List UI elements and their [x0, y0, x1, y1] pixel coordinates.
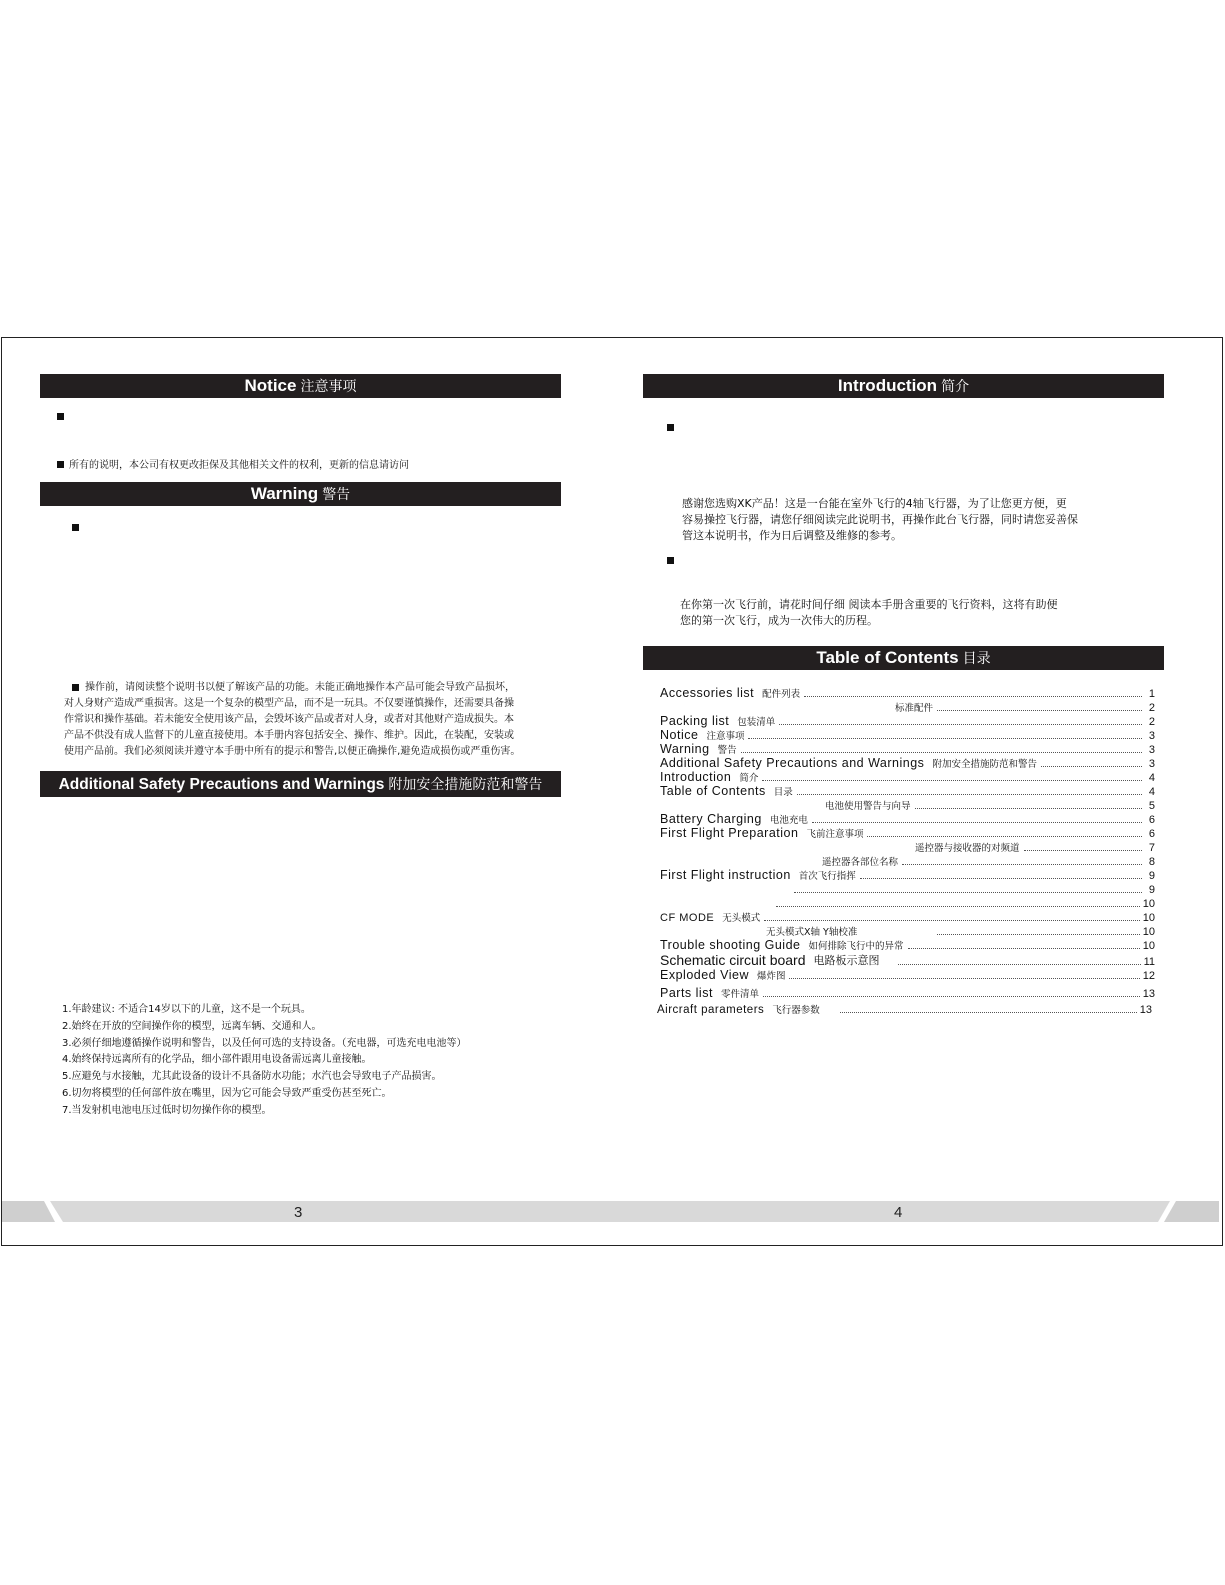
- toc-entry-title: Accessories list: [660, 686, 755, 700]
- toc-entry-title: Packing list: [660, 714, 730, 728]
- toc-entry-title-cn: 电池使用警告与向导: [825, 801, 911, 812]
- toc-entry-title-cn: 电池充电: [769, 815, 808, 826]
- toc-leader: [804, 696, 1142, 697]
- toc-page-number: 10: [1142, 912, 1155, 924]
- toc-entry-title: Table of Contents: [660, 784, 766, 798]
- toc-entry-title: Trouble shooting Guide: [660, 938, 801, 952]
- toc-page-number: 8: [1148, 856, 1155, 868]
- toc-page-number: 2: [1148, 716, 1155, 728]
- toc-entry-title-cn: 注意事项: [706, 731, 745, 742]
- toc-entry-title-cn: 零件清单: [720, 989, 759, 1000]
- bullet-square-icon: [72, 524, 79, 531]
- toc-entry[interactable]: [660, 952, 1155, 968]
- toc-leader: [762, 780, 1142, 781]
- toc-leader: [867, 836, 1142, 837]
- toc-leader: [794, 892, 1142, 893]
- toc-page-number: 4: [1148, 786, 1155, 798]
- toc-leader: [763, 996, 1140, 997]
- toc-entry-title-cn: 简介: [739, 773, 759, 784]
- toc-entry[interactable]: [660, 868, 1155, 882]
- toc-leader: [776, 906, 1140, 907]
- toc-entry-title: Schematic circuit board: [660, 952, 806, 968]
- toc-leader: [902, 864, 1142, 865]
- bullet-square-icon: [57, 413, 64, 420]
- toc-leader: [1041, 766, 1142, 767]
- toc-page-number: 1: [1148, 688, 1155, 700]
- toc-entry-title-cn: 飞前注意事项: [806, 829, 864, 840]
- toc-leader: [797, 794, 1142, 795]
- toc-entry-title-cn: 如何排除飞行中的异常: [808, 941, 904, 952]
- toc-page-number: 13: [1139, 1004, 1152, 1016]
- toc-leader: [748, 738, 1142, 739]
- page-number-right: 4: [894, 1204, 903, 1221]
- notice-header: [40, 374, 561, 398]
- toc-entry-title-cn: 飞行器参数: [772, 1005, 820, 1016]
- additional-safety-header: [40, 771, 561, 797]
- toc-entry-title: Warning: [660, 742, 710, 756]
- toc-entry[interactable]: [660, 910, 1155, 924]
- toc-entry-title: Battery Charging: [660, 812, 762, 826]
- toc-entry-title: Aircraft parameters: [657, 1004, 765, 1016]
- introduction-paragraph-1: [682, 496, 1078, 544]
- toc-entry-title: Additional Safety Precautions and Warnings: [660, 756, 925, 770]
- toc-entry[interactable]: [660, 686, 1155, 700]
- toc-page-number: 2: [1148, 702, 1155, 714]
- toc-leader: [741, 752, 1142, 753]
- toc-page-number: 6: [1148, 814, 1155, 826]
- toc-title: Table of Contents: [816, 648, 959, 667]
- introduction-header: [643, 374, 1164, 398]
- toc-page-number: 3: [1148, 758, 1155, 770]
- toc-leader: [779, 724, 1142, 725]
- notice-title-cn: 注意事项: [300, 378, 357, 394]
- toc-leader: [937, 934, 1139, 935]
- safety-item: 5.应避免与水接触，尤其此设备的设计不具备防水功能；水汽也会导致电子产品损害。: [62, 1071, 442, 1083]
- introduction-title: Introduction: [837, 376, 938, 395]
- warning-title-cn: 警告: [322, 486, 351, 502]
- warning-line: 操作前，请阅读整个说明书以便了解该产品的功能。未能正确地操作本产品可能会导致产品损坏，: [85, 682, 515, 693]
- toc-page-number: 12: [1142, 970, 1155, 982]
- toc-page-number: 6: [1148, 828, 1155, 840]
- toc-entry[interactable]: [660, 840, 1155, 854]
- toc-entry-title: CF MODE: [660, 912, 715, 924]
- introduction-paragraph-2: [680, 597, 1058, 629]
- safety-item: 4.始终保持远离所有的化学品，细小部件跟用电设备需远离儿童接触。: [62, 1054, 372, 1066]
- toc-entry[interactable]: [660, 854, 1155, 868]
- toc-entry[interactable]: [660, 826, 1155, 840]
- toc-entry-title-cn: 警告: [717, 745, 737, 756]
- toc-leader: [789, 978, 1139, 979]
- safety-item: 6.切勿将模型的任何部件放在嘴里，因为它可能会导致严重受伤甚至死亡。: [62, 1087, 392, 1099]
- toc-page-number: 9: [1148, 884, 1155, 896]
- toc-page-number: 4: [1148, 772, 1155, 784]
- toc-page-number: 7: [1148, 842, 1155, 854]
- additional-safety-title-cn: 附加安全措施防范和警告: [388, 776, 543, 792]
- toc-entry-title-cn: 遥控器各部位名称: [822, 857, 899, 868]
- toc-entry-title-cn: 附加安全措施防范和警告: [932, 759, 1037, 770]
- toc-entry[interactable]: [660, 700, 1155, 714]
- toc-page-number: 13: [1142, 988, 1155, 1000]
- intro-line: 管这本说明书，作为日后调整及维修的参考。: [682, 529, 902, 542]
- toc-header: [643, 646, 1164, 670]
- toc-entry-title: Introduction: [660, 770, 732, 784]
- toc-entry-title-cn: 电路板示意图: [813, 954, 880, 967]
- safety-item: 2.始终在开放的空间操作你的模型，远离车辆、交通和人。: [62, 1020, 322, 1032]
- toc-entry-title: First Flight Preparation: [660, 826, 799, 840]
- toc-entry-title-cn: 首次飞行指挥: [798, 871, 856, 882]
- toc-leader: [860, 878, 1142, 879]
- warning-paragraph: [64, 680, 520, 760]
- notice-title: Notice: [244, 376, 297, 395]
- toc-entry[interactable]: [660, 968, 1155, 982]
- intro-line: 在你第一次飞行前，请花时间仔细 阅读本手册含重要的飞行资料，这将有助便: [680, 598, 1058, 611]
- toc-entry-title-cn: 无头模式: [722, 913, 761, 924]
- toc-entry[interactable]: [660, 728, 1155, 742]
- warning-title: Warning: [250, 484, 319, 503]
- toc-leader: [908, 948, 1140, 949]
- safety-item: 3.必须仔细地遵循操作说明和警告，以及任何可选的支持设备。（充电器，可选充电电池等）: [62, 1037, 467, 1049]
- toc-entry[interactable]: [660, 896, 1155, 910]
- toc-entry-title-cn: 标准配件: [895, 703, 934, 714]
- toc-entry[interactable]: [660, 986, 1155, 1000]
- toc-leader: [764, 920, 1140, 921]
- toc-entry-title: Parts list: [660, 986, 713, 1000]
- toc-page-number: 5: [1148, 800, 1155, 812]
- toc-page-number: 9: [1148, 870, 1155, 882]
- safety-item: 1.年龄建议: 不适合14岁以下的儿童，这不是一个玩具。: [62, 1004, 311, 1015]
- safety-list: [62, 1002, 467, 1120]
- introduction-title-cn: 简介: [941, 378, 970, 394]
- toc-entry[interactable]: [660, 742, 1155, 756]
- toc-page-number: 11: [1143, 956, 1155, 968]
- toc-leader: [1024, 850, 1142, 851]
- notice-text: 所有的说明，本公司有权更改拒保及其他相关文件的权利，更新的信息请访问: [69, 460, 409, 471]
- toc-entry-title-cn: 遥控器与接收器的对频道: [915, 843, 1020, 854]
- toc-page-number: 10: [1142, 898, 1155, 910]
- toc-entry-title-cn: 爆炸图: [756, 971, 786, 982]
- toc-leader: [915, 808, 1142, 809]
- warning-header: [40, 482, 561, 506]
- warning-line: 作常识和操作基础。若未能安全使用该产品，会毁坏该产品或者对人身，或者对其他财产造成损失。本: [64, 714, 514, 725]
- toc-entry[interactable]: [660, 938, 1155, 952]
- intro-line: 感谢您选购XK产品！这是一台能在室外飞行的4轴飞行器，为了让您更方便，更: [682, 497, 1067, 510]
- toc-leader: [898, 964, 1141, 965]
- intro-line: 您的第一次飞行，成为一次伟大的历程。: [680, 614, 878, 627]
- toc-entry[interactable]: [660, 882, 1155, 896]
- toc-entry[interactable]: [660, 924, 1155, 938]
- toc-entry[interactable]: [660, 812, 1155, 826]
- toc-page-number: 3: [1148, 744, 1155, 756]
- bullet-square-icon: [667, 557, 674, 564]
- bullet-square-icon: [57, 461, 64, 468]
- toc-entry-title: First Flight instruction: [660, 868, 791, 882]
- toc-title-cn: 目录: [962, 650, 991, 666]
- warning-line: 产品不供没有成人监督下的儿童直接使用。本手册内容包括安全、操作、维护。因此，在装配，安装或: [64, 730, 514, 741]
- toc-leader: [937, 710, 1142, 711]
- toc-entry[interactable]: [660, 770, 1155, 784]
- additional-safety-title: Additional Safety Precautions and Warnings: [58, 776, 385, 793]
- toc-leader: [812, 822, 1142, 823]
- toc-entry[interactable]: [660, 714, 1155, 728]
- toc-page-number: 10: [1142, 926, 1155, 938]
- toc-entry-title: Exploded View: [660, 968, 749, 982]
- footer-band: [0, 1201, 1220, 1222]
- toc-entry-title-cn: 目录: [773, 787, 793, 798]
- page-number-left: 3: [294, 1204, 303, 1221]
- toc-entry[interactable]: [660, 756, 1155, 770]
- toc-entry-title-cn: 配件列表: [762, 689, 801, 700]
- toc-entry-title-cn: 无头模式X轴 Y轴校准: [766, 927, 858, 938]
- toc-entry[interactable]: [657, 1002, 1152, 1016]
- safety-item: 7.当发射机电池电压过低时切勿操作你的模型。: [62, 1104, 272, 1116]
- toc-page-number: 3: [1148, 730, 1155, 742]
- warning-line: 对人身财产造成严重损害。这是一个复杂的模型产品，而不是一玩具。不仅要谨慎操作，还需要具备操: [64, 698, 514, 709]
- intro-line: 容易操控飞行器，请您仔细阅读完此说明书，再操作此台飞行器，同时请您妥善保: [682, 513, 1078, 526]
- warning-line: 使用产品前。我们必须阅读并遵守本手册中所有的提示和警告,以便正确操作,避免造成损伤或严重伤害。: [64, 746, 521, 757]
- bullet-square-icon: [667, 424, 674, 431]
- toc-leader: [840, 1012, 1137, 1013]
- toc-entry-title: Notice: [660, 728, 699, 742]
- toc-page-number: 10: [1142, 940, 1155, 952]
- toc-entry[interactable]: [660, 784, 1155, 798]
- toc-entry-title-cn: 包装清单: [737, 717, 776, 728]
- toc-entry[interactable]: [660, 798, 1155, 812]
